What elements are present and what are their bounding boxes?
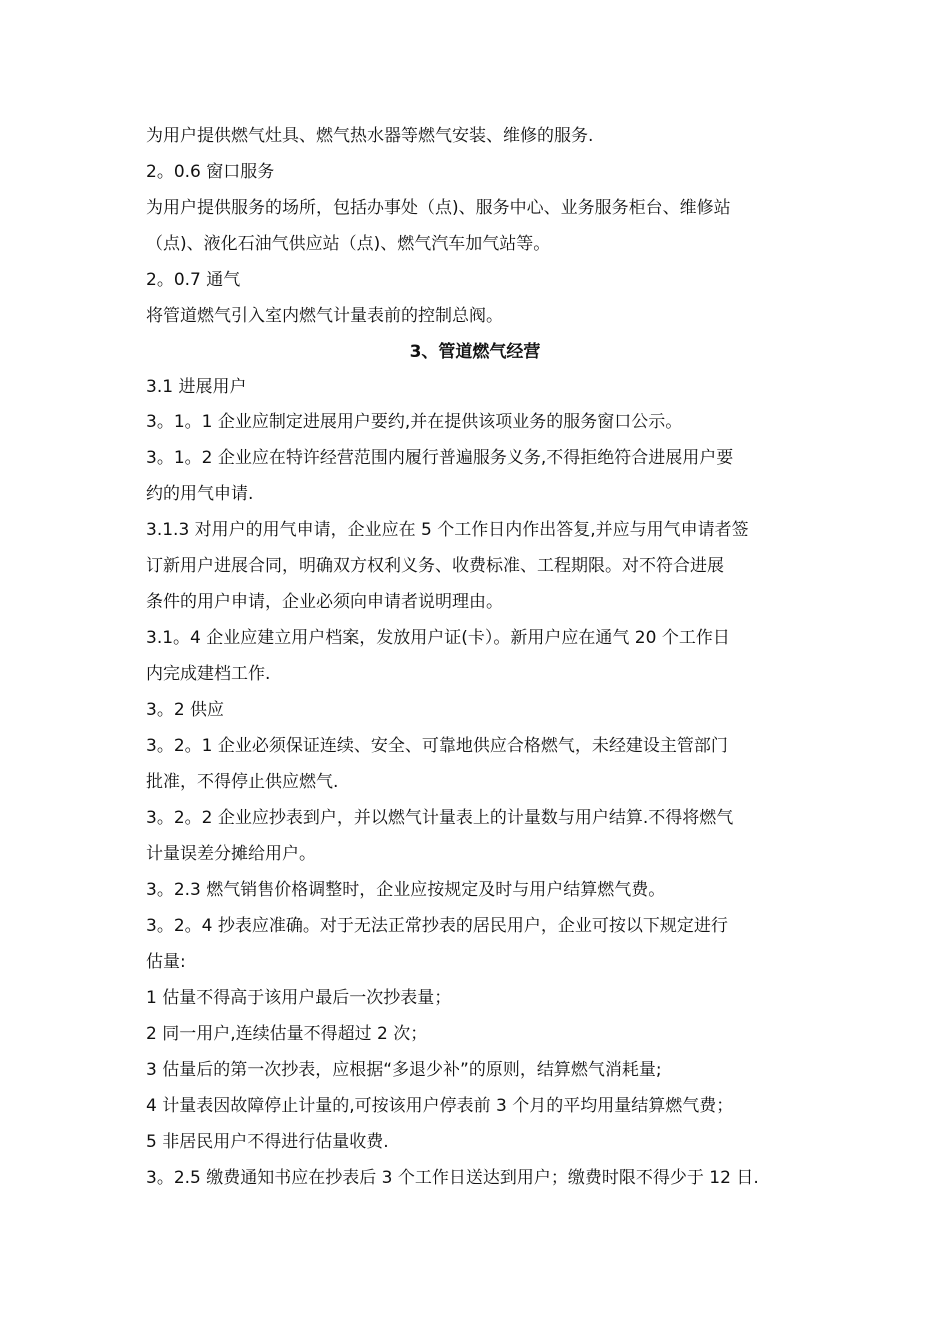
- subsection-heading-3-2: 3。2 供应: [146, 700, 225, 720]
- body-line: 3。2。1 企业必须保证连续、安全、可靠地供应合格燃气，未经建设主管部门: [146, 736, 728, 756]
- body-line: 将管道燃气引入室内燃气计量表前的控制总阀。: [146, 306, 503, 326]
- body-line: （点)、液化石油气供应站（点)、燃气汽车加气站等。: [146, 234, 551, 254]
- body-line: 3.1。4 企业应建立用户档案，发放用户证(卡）。新用户应在通气 20 个工作日: [146, 628, 730, 648]
- section-title: 3、管道燃气经营: [409, 342, 541, 362]
- list-item: 1 估量不得高于该用户最后一次抄表量；: [146, 988, 452, 1008]
- body-line: 3。2.3 燃气销售价格调整时，企业应按规定及时与用户结算燃气费。: [146, 880, 666, 900]
- body-line: 3。2.5 缴费通知书应在抄表后 3 个工作日送达到用户；缴费时限不得少于 12 日.: [146, 1168, 759, 1188]
- body-line: 3。1。2 企业应在特许经营范围内履行普遍服务义务,不得拒绝符合进展用户要: [146, 448, 734, 468]
- body-line: 订新用户进展合同，明确双方权利义务、收费标准、工程期限。对不符合进展: [146, 556, 724, 576]
- list-item: 2 同一用户,连续估量不得超过 2 次；: [146, 1024, 428, 1044]
- subsection-heading-2-0-6: 2。0.6 窗口服务: [146, 162, 275, 182]
- subsection-heading-3-1: 3.1 进展用户: [146, 377, 247, 397]
- body-line: 3.1.3 对用户的用气申请，企业应在 5 个工作日内作出答复,并应与用气申请者签: [146, 520, 749, 540]
- body-line: 内完成建档工作.: [146, 664, 271, 684]
- body-line: 估量:: [146, 952, 186, 972]
- body-line: 约的用气申请.: [146, 484, 254, 504]
- subsection-heading-2-0-7: 2。0.7 通气: [146, 270, 241, 290]
- list-item: 5 非居民用户不得进行估量收费.: [146, 1132, 389, 1152]
- list-item: 4 计量表因故障停止计量的,可按该用户停表前 3 个月的平均用量结算燃气费；: [146, 1096, 734, 1116]
- body-line: 条件的用户申请，企业必须向申请者说明理由。: [146, 592, 503, 612]
- body-line: 批准，不得停止供应燃气.: [146, 772, 339, 792]
- body-line: 计量误差分摊给用户。: [146, 844, 316, 864]
- body-line: 3。1。1 企业应制定进展用户要约,并在提供该项业务的服务窗口公示。: [146, 412, 683, 432]
- body-line: 为用户提供服务的场所，包括办事处（点)、服务中心、业务服务柜台、维修站: [146, 198, 731, 218]
- body-line: 3。2。4 抄表应准确。对于无法正常抄表的居民用户，企业可按以下规定进行: [146, 916, 728, 936]
- list-item: 3 估量后的第一次抄表，应根据“多退少补”的原则，结算燃气消耗量;: [146, 1060, 662, 1080]
- body-line: 为用户提供燃气灶具、燃气热水器等燃气安装、维修的服务.: [146, 126, 594, 146]
- body-line: 3。2。2 企业应抄表到户，并以燃气计量表上的计量数与用户结算.不得将燃气: [146, 808, 734, 828]
